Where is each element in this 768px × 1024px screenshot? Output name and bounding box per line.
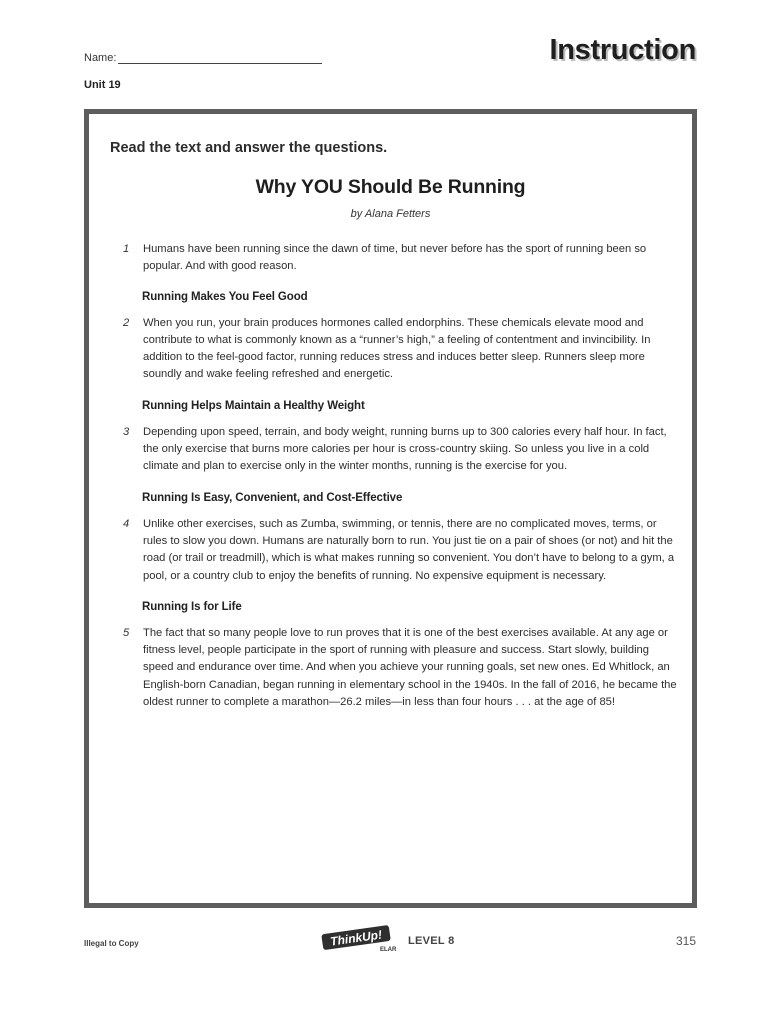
directions: Read the text and answer the questions.	[110, 140, 388, 156]
section-heading: Running Helps Maintain a Healthy Weight	[142, 399, 365, 412]
paragraph-3	[122, 424, 678, 476]
paragraph-number: 4	[123, 517, 130, 530]
name-label: Name:	[84, 52, 117, 64]
section-heading: Running Makes You Feel Good	[142, 290, 308, 303]
unit-label: Unit 19	[84, 79, 121, 91]
name-blank-line[interactable]	[118, 53, 322, 64]
page-number: 315	[675, 934, 696, 948]
paragraph-number: 1	[123, 243, 130, 255]
paragraph-4	[122, 516, 678, 585]
paragraph-text: Depending upon speed, terrain, and body weight, running burns up to 300 calories every half hour. In fact, the only exercise that burns more calories per hour is cross-country skiing. So unless you live in a cold climate and plan to exercise only in the winter months, running is the exercise for you.	[143, 425, 667, 473]
passage-body	[122, 241, 678, 711]
passage-frame	[84, 109, 697, 908]
paragraph-1	[122, 241, 678, 276]
paragraph-text: When you run, your brain produces hormones called endorphins. These chemicals elevate mood and contribute to what is commonly known as a “runner’s high,” a feeling of contentment and invincibility. In addition to the feel-good factor, running reduces stress and induces better sleep. Runners sleep more soundly and wake feeling refreshed and energetic.	[143, 316, 651, 381]
paragraph-text: Unlike other exercises, such as Zumba, swimming, or tennis, there are no complicated moves, terms, or rules to slow you down. Humans are naturally born to run. You just tie on a pair of shoes (or not) and hit the road (or trail or treadmill), which is what makes running so convenient. You don’t have to belong to a gym, a pool, or a country club to enjoy the benefits of running. No expensive equipment is necessary.	[143, 517, 675, 582]
paragraph-text: The fact that so many people love to run proves that it is one of the best exercises available. At any age or fitness level, people participate in the sport of running with pleasure and success. Start slowly, building speed and endurance over time. And when you achieve your running goals, set new ones. Ed Whitlock, an English-born Canadian, began running in elementary school in the 1940s. In the fall of 2016, he became the oldest runner to complete a marathon—26.2 miles—in less than four hours . . . at the age of 85!	[143, 626, 677, 709]
level-label: LEVEL 8	[408, 935, 455, 947]
instruction-badge: Instruction	[549, 34, 696, 66]
paragraph-number: 3	[123, 425, 130, 438]
logo-subtext: ELAR	[380, 947, 397, 952]
paragraph-5	[122, 625, 678, 711]
paragraph-number: 2	[123, 316, 130, 329]
paragraph-2	[122, 315, 678, 384]
paragraph-text: Humans have been running since the dawn of time, but never before has the sport of running been so popular. And with good reason.	[143, 243, 647, 273]
thinkup-logo	[320, 922, 400, 952]
section-heading: Running Is Easy, Convenient, and Cost-Effective	[142, 491, 403, 504]
passage-title: Why YOU Should Be Running	[255, 176, 526, 198]
logo-text: ThinkUp!	[329, 927, 383, 949]
section-heading: Running Is for Life	[142, 600, 242, 613]
name-field[interactable]	[84, 52, 322, 64]
paragraph-number: 5	[123, 626, 130, 639]
passage-byline: by Alana Fetters	[350, 208, 431, 220]
copyright-notice: Illegal to Copy	[84, 939, 139, 948]
